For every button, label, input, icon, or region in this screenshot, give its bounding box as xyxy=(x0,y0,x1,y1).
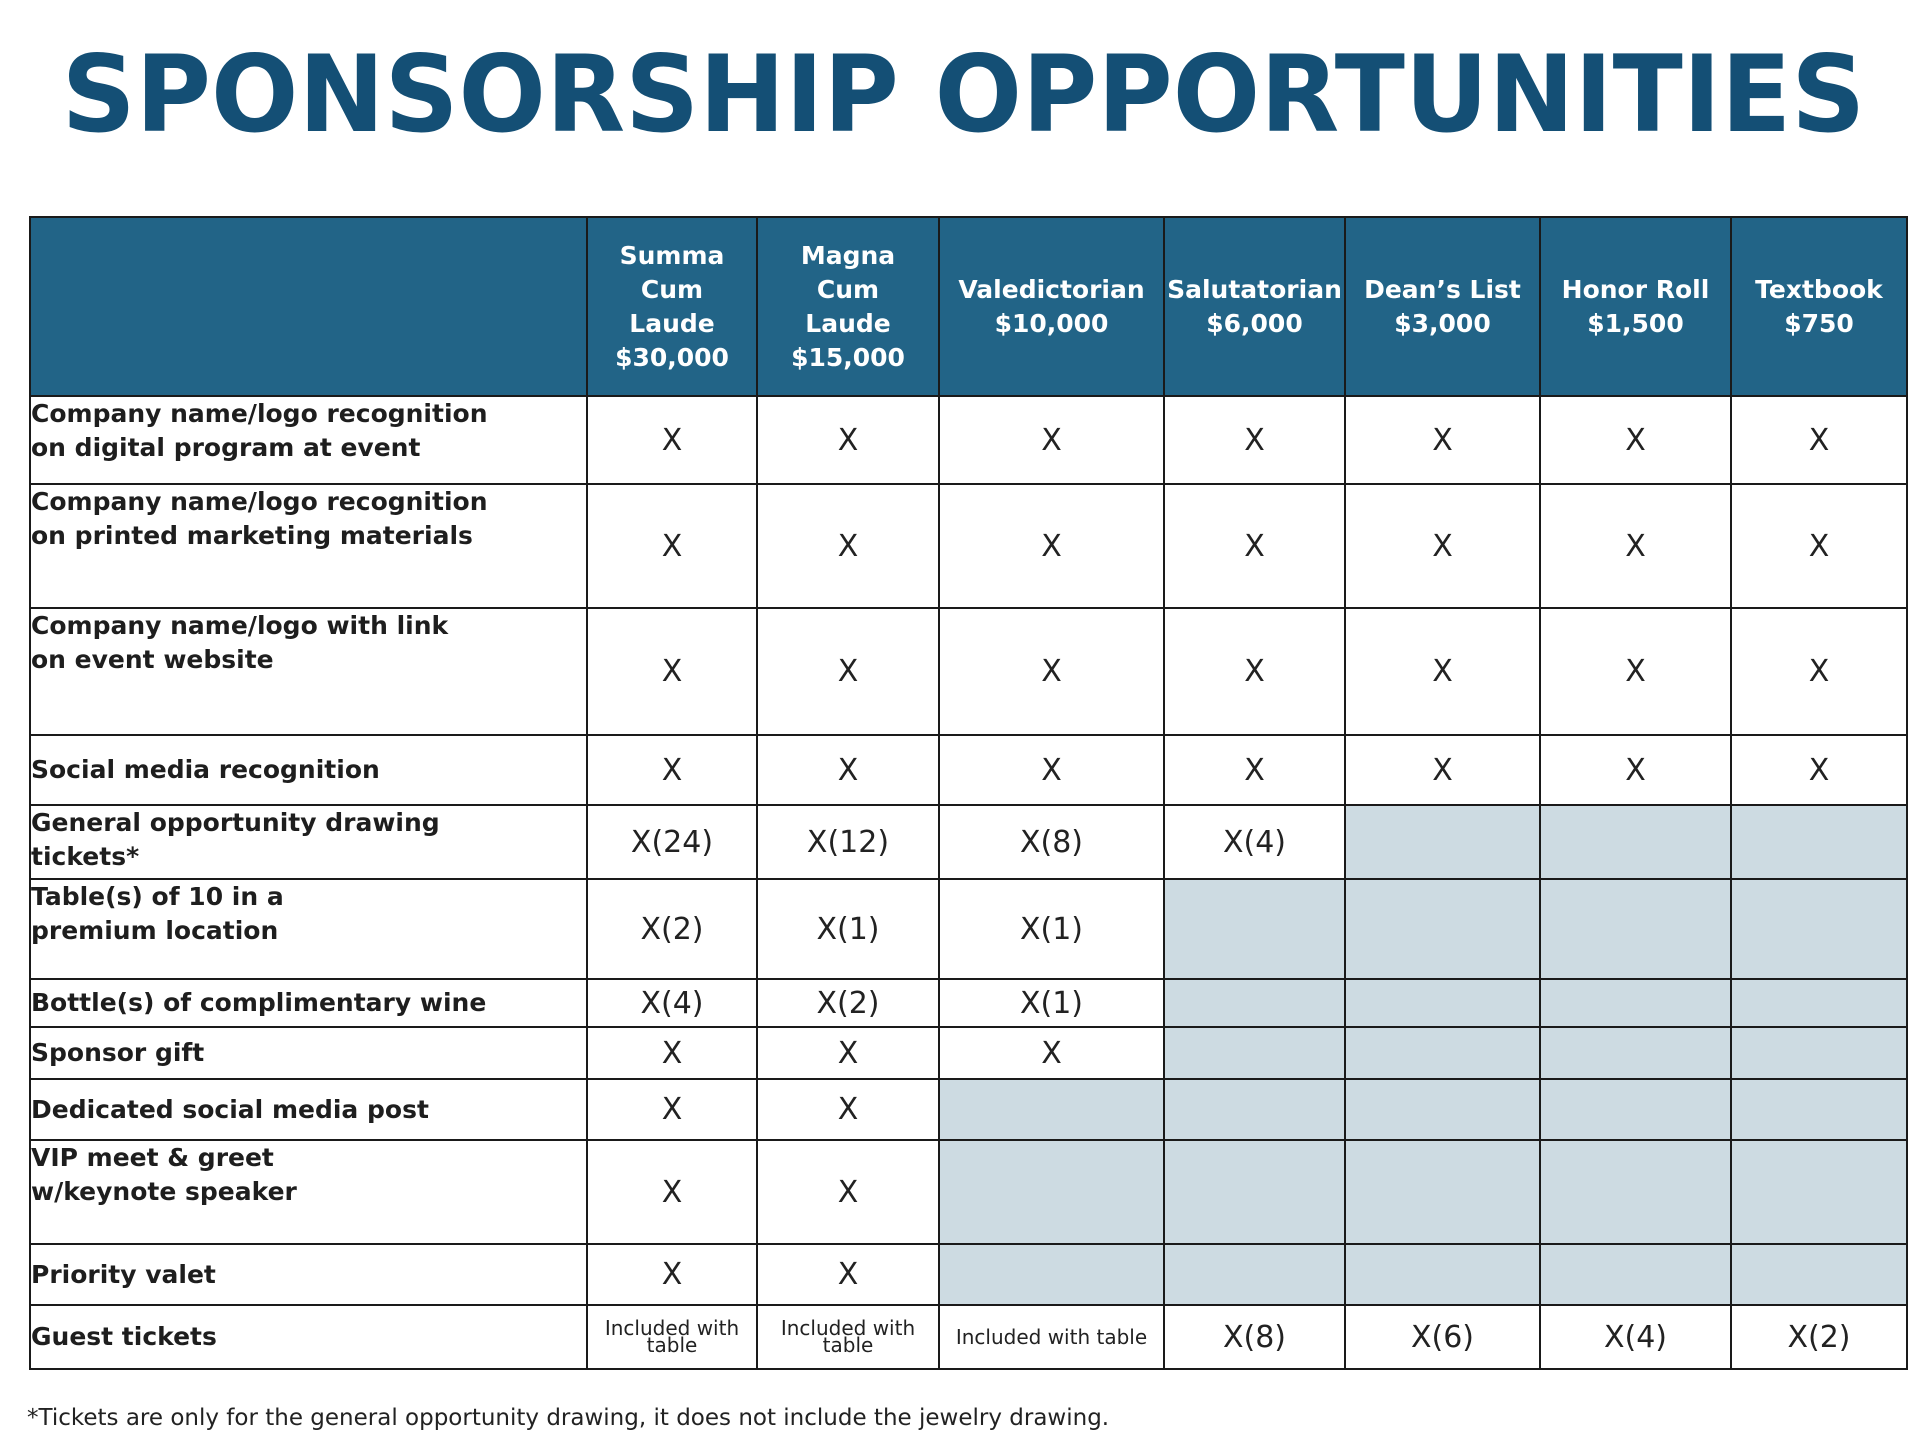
header-line: Dean’s List xyxy=(1364,274,1521,304)
benefit-mark: X xyxy=(587,1027,757,1079)
row-label-line: on printed marketing materials xyxy=(31,521,473,550)
shaded-cell xyxy=(1540,1140,1731,1244)
shaded-cell xyxy=(1731,1244,1907,1305)
table-row xyxy=(30,1305,1907,1369)
row-label-line: Social media recognition xyxy=(31,755,380,784)
header-magna-cum-laude xyxy=(757,217,939,396)
table-row xyxy=(30,1140,1907,1244)
shaded-cell xyxy=(1164,1140,1345,1244)
benefit-mark: X xyxy=(939,484,1164,608)
shaded-cell xyxy=(1164,979,1345,1027)
benefit-mark: X xyxy=(1164,735,1345,805)
shaded-cell xyxy=(1540,1244,1731,1305)
shaded-cell xyxy=(1540,979,1731,1027)
shaded-cell xyxy=(1164,879,1345,979)
row-label-line: on digital program at event xyxy=(31,433,421,462)
sponsorship-table xyxy=(29,216,1908,1370)
header-line: Salutatorian xyxy=(1167,274,1342,304)
shaded-cell xyxy=(1731,879,1907,979)
benefit-mark: X(1) xyxy=(939,979,1164,1027)
benefit-mark: X xyxy=(1345,608,1540,735)
benefit-mark: X xyxy=(939,735,1164,805)
header-price: $750 xyxy=(1784,308,1854,338)
benefit-mark: X(4) xyxy=(1540,1305,1731,1369)
benefit-mark: X xyxy=(1540,396,1731,484)
benefit-mark: X xyxy=(1540,608,1731,735)
header-line: Magna xyxy=(800,240,896,270)
row-label-line: on event website xyxy=(31,645,274,674)
header-corner-cell xyxy=(30,217,587,396)
benefit-mark: X(1) xyxy=(939,879,1164,979)
benefit-mark: X xyxy=(1540,735,1731,805)
row-label-line: w/keynote speaker xyxy=(31,1177,297,1206)
row-label-line: Guest tickets xyxy=(31,1322,217,1351)
row-label-line: Sponsor gift xyxy=(31,1038,205,1067)
row-label xyxy=(30,979,587,1027)
table-row xyxy=(30,608,1907,735)
header-price: $15,000 xyxy=(791,342,905,372)
shaded-cell xyxy=(1540,805,1731,879)
benefit-mark: X xyxy=(1345,735,1540,805)
table-row xyxy=(30,1027,1907,1079)
row-label xyxy=(30,1079,587,1140)
row-label-line: Dedicated social media post xyxy=(31,1094,429,1124)
benefit-mark: X xyxy=(587,735,757,805)
benefit-mark: X xyxy=(587,1244,757,1305)
header-line: Cum xyxy=(640,274,704,304)
table-row xyxy=(30,1079,1907,1140)
benefit-mark: X(2) xyxy=(587,879,757,979)
table-row xyxy=(30,1244,1907,1305)
benefit-mark: X xyxy=(757,1027,939,1079)
benefit-mark: X xyxy=(587,1140,757,1244)
benefit-mark: X(4) xyxy=(587,979,757,1027)
header-line: Honor Roll xyxy=(1561,274,1710,304)
benefit-mark: X(12) xyxy=(757,805,939,879)
benefit-mark: X xyxy=(1731,608,1907,735)
row-label xyxy=(30,879,587,979)
table-row xyxy=(30,484,1907,608)
benefit-mark: X xyxy=(587,484,757,608)
benefit-mark: X xyxy=(1164,396,1345,484)
benefit-mark: X(24) xyxy=(587,805,757,879)
benefit-mark: X xyxy=(587,608,757,735)
shaded-cell xyxy=(1731,1140,1907,1244)
benefit-mark: X xyxy=(1540,484,1731,608)
benefit-mark: X xyxy=(1731,735,1907,805)
benefit-mark: X xyxy=(587,1079,757,1140)
shaded-cell xyxy=(1731,1079,1907,1140)
benefit-mark: X(2) xyxy=(757,979,939,1027)
benefit-mark: X xyxy=(1731,396,1907,484)
header-row xyxy=(30,217,1907,396)
header-valedictorian xyxy=(939,217,1164,396)
included-cell: Included with table xyxy=(587,1305,757,1369)
shaded-cell xyxy=(1345,1079,1540,1140)
benefit-mark: X(8) xyxy=(1164,1305,1345,1369)
header-price: $30,000 xyxy=(615,342,729,372)
shaded-cell xyxy=(1164,1244,1345,1305)
shaded-cell xyxy=(1345,1244,1540,1305)
shaded-cell xyxy=(1540,879,1731,979)
row-label xyxy=(30,1027,587,1079)
row-label-line: Company name/logo recognition xyxy=(31,487,488,516)
table-row xyxy=(30,735,1907,805)
shaded-cell xyxy=(939,1140,1164,1244)
header-price: $10,000 xyxy=(994,308,1109,338)
header-summa-cum-laude xyxy=(587,217,757,396)
row-label-line: Table(s) of 10 in a xyxy=(31,882,284,911)
row-label-line: Company name/logo recognition xyxy=(31,399,488,428)
shaded-cell xyxy=(1540,1079,1731,1140)
header-honor-roll xyxy=(1540,217,1731,396)
row-label-line: premium location xyxy=(31,916,279,945)
row-label-line: Bottle(s) of complimentary wine xyxy=(31,988,487,1017)
row-label xyxy=(30,805,587,879)
header-salutatorian xyxy=(1164,217,1345,396)
row-label xyxy=(30,484,587,608)
benefit-mark: X xyxy=(1731,484,1907,608)
shaded-cell xyxy=(1345,1140,1540,1244)
benefit-mark: X xyxy=(757,608,939,735)
benefit-mark: X xyxy=(587,396,757,484)
header-line: Summa xyxy=(619,240,725,270)
benefit-mark: X xyxy=(1345,396,1540,484)
benefit-mark: X(8) xyxy=(939,805,1164,879)
benefit-mark: X xyxy=(757,1244,939,1305)
shaded-cell xyxy=(1731,979,1907,1027)
shaded-cell xyxy=(1540,1027,1731,1079)
footnote: *Tickets are only for the general opportunity drawing, it does not include the jewelry drawing. xyxy=(27,1405,1110,1431)
benefit-mark: X xyxy=(757,484,939,608)
shaded-cell xyxy=(1731,805,1907,879)
page-title: SPONSORSHIP OPPORTUNITIES xyxy=(61,33,1866,156)
benefit-mark: X xyxy=(757,1140,939,1244)
header-line: Laude xyxy=(805,308,891,338)
row-label xyxy=(30,608,587,735)
benefit-mark: X(1) xyxy=(757,879,939,979)
row-label xyxy=(30,1244,587,1305)
shaded-cell xyxy=(1345,805,1540,879)
header-line: Laude xyxy=(629,308,715,338)
header-line: Cum xyxy=(816,274,880,304)
benefit-mark: X xyxy=(757,1079,939,1140)
shaded-cell xyxy=(1164,1079,1345,1140)
row-label-line: General opportunity drawing xyxy=(31,808,440,837)
row-label xyxy=(30,1140,587,1244)
table-body xyxy=(30,396,1907,1369)
row-label-line: Priority valet xyxy=(31,1259,216,1289)
table-row xyxy=(30,805,1907,879)
row-label-line: Company name/logo with link xyxy=(31,611,449,640)
shaded-cell xyxy=(1345,979,1540,1027)
header-price: $3,000 xyxy=(1394,308,1491,338)
benefit-mark: X xyxy=(757,396,939,484)
row-label xyxy=(30,1305,587,1369)
shaded-cell xyxy=(939,1079,1164,1140)
table-row xyxy=(30,879,1907,979)
benefit-mark: X xyxy=(939,608,1164,735)
benefit-mark: X xyxy=(939,1027,1164,1079)
benefit-mark: X xyxy=(757,735,939,805)
header-textbook xyxy=(1731,217,1907,396)
shaded-cell xyxy=(939,1244,1164,1305)
table-row xyxy=(30,396,1907,484)
benefit-mark: X xyxy=(1164,608,1345,735)
benefit-mark: X xyxy=(939,396,1164,484)
shaded-cell xyxy=(1731,1027,1907,1079)
header-deans-list xyxy=(1345,217,1540,396)
header-price: $1,500 xyxy=(1587,308,1684,338)
benefit-mark: X xyxy=(1345,484,1540,608)
row-label-line: tickets* xyxy=(31,842,140,871)
shaded-cell xyxy=(1345,879,1540,979)
shaded-cell xyxy=(1345,1027,1540,1079)
row-label xyxy=(30,396,587,484)
benefit-mark: X(2) xyxy=(1731,1305,1907,1369)
benefit-mark: X(4) xyxy=(1164,805,1345,879)
row-label-line: VIP meet & greet xyxy=(31,1143,274,1172)
header-line: Textbook xyxy=(1755,274,1883,304)
shaded-cell xyxy=(1164,1027,1345,1079)
header-price: $6,000 xyxy=(1206,308,1303,338)
header-line: Valedictorian xyxy=(958,274,1145,304)
row-label xyxy=(30,735,587,805)
benefit-mark: X(6) xyxy=(1345,1305,1540,1369)
table-row xyxy=(30,979,1907,1027)
benefit-mark: X xyxy=(1164,484,1345,608)
included-cell: Included with table xyxy=(757,1305,939,1369)
included-cell: Included with table xyxy=(939,1305,1164,1369)
